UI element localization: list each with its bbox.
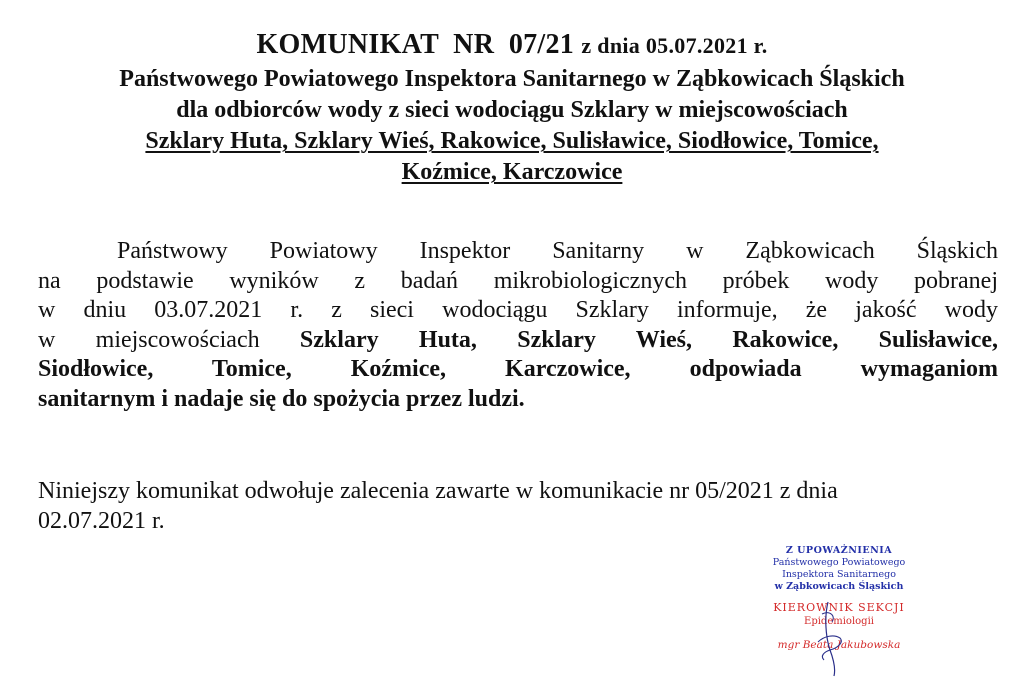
paragraph-line: sanitarnym i nadaje się do spożycia przez ludzi. — [38, 385, 525, 412]
paragraph-line: 02.07.2021 r. — [38, 507, 165, 534]
paragraph-line: Siodłowice, Tomice, Koźmice, Karczowice, odpowiada wymaganiom — [38, 356, 998, 382]
stamp-role: KIEROWNIK SEKCJI — [773, 601, 905, 614]
announcement-header — [0, 28, 1024, 187]
stamp-org-line: Inspektora Sanitarnego — [782, 569, 896, 580]
paragraph-line: w dniu 03.07.2021 r. z sieci wodociągu Szklary informuje, że jakość wody — [38, 297, 998, 323]
handwritten-signature — [800, 598, 860, 678]
paragraph-line: w miejscowościach Szklary Huta, Szklary Wieś, Rakowice, Sulisławice, — [38, 326, 998, 353]
stamp-name: mgr Beata Jakubowska — [777, 639, 901, 651]
announcement-date: z dnia 05.07.2021 r. — [581, 33, 768, 58]
paragraph-line: na podstawie wyników z badań mikrobiologicznych próbek wody pobranej — [38, 267, 998, 294]
announcement-title — [0, 28, 1024, 63]
main-paragraph — [38, 237, 998, 414]
paragraph-line: Państwowy Powiatowy Inspektor Sanitarny w Ząbkowicach Śląskich — [117, 238, 998, 264]
localities-line-1: Szklary Huta, Szklary Wieś, Rakowice, Sulisławice, Siodłowice, Tomice, — [145, 128, 879, 154]
authorization-stamp — [744, 545, 934, 593]
stamp-section: Epidemiologii — [804, 616, 874, 627]
stamp-org-line: w Ząbkowicach Śląskich — [774, 581, 904, 592]
recipients-line: dla odbiorców wody z sieci wodociągu Szklary w miejscowościach — [176, 97, 848, 123]
paragraph-line: Niniejszy komunikat odwołuje zalecenia zawarte w komunikacie nr 05/2021 z dnia — [38, 478, 838, 504]
revocation-paragraph — [38, 477, 998, 536]
stamp-org-line: Państwowego Powiatowego — [772, 557, 906, 568]
issuer-line: Państwowego Powiatowego Inspektora Sanitarnego w Ząbkowicach Śląskich — [119, 66, 905, 92]
stamp-authorization: Z UPOWAŻNIENIA — [785, 545, 893, 556]
announcement-number: KOMUNIKAT NR 07/21 — [256, 29, 575, 60]
localities-line-2: Koźmice, Karczowice — [401, 159, 623, 185]
